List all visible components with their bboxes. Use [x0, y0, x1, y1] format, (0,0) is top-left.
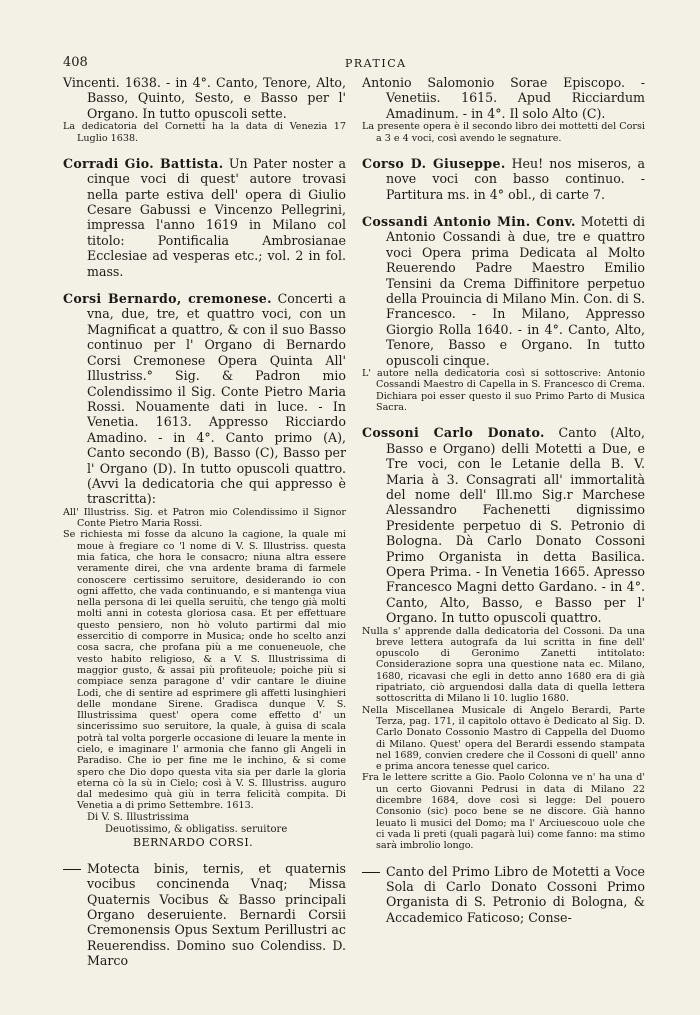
right-column	[362, 75, 645, 925]
canto-entry	[362, 864, 645, 926]
corso-entry	[362, 156, 645, 202]
corsi-entry	[63, 291, 346, 507]
cossoni-note-2: Nella Miscellanea Musicale di Angelo Berardi, Parte Terza, pag. 171, il capitolo ottavo è Dedicato al Sig. D. Carlo Donato Cossonio Mastro di Cappella del Duomo di Milano. Quest' opera del Berardi essendo stampata nel 1689, convien credere che il Cossoni di quell' anno e prima ancora tenesse quel carico.	[362, 704, 645, 773]
corradi-body: Un Pater noster a cinque voci di quest' autore trovasi nella parte estiva dell' opera di Giulio Cesare Gabussi e Vincenzo Pellegrini, impressa l'anno 1619 in Milano col titolo: Pontificalia Ambrosianae Ecclesiae ad vesperas etc.; vol. 2 in fol. mass.	[87, 155, 347, 279]
corradi-entry	[63, 156, 346, 279]
cornetti-note: La dedicatoria del Cornetti ha la data di Venezia 17 Luglio 1638.	[63, 121, 346, 144]
page-number: 408	[63, 55, 88, 70]
cossoni-entry	[362, 425, 645, 625]
motecta-body: Motecta binis, ternis, et quaternis vocibus concinenda Vnaq; Missa Quaternis Vocibus & Basso principali Organo deseruiente. Bernardi Corsii Cremonensis Opus Sextum Perillustri ac Reuerendiss. Domino suo Colendiss. D. Marco	[87, 860, 346, 969]
corsi-dedication-address: All' Illustriss. Sig. et Patron mio Colendissimo il Signor Conte Pietro Maria Rossi.	[63, 506, 346, 530]
motecta-note: La presente opera è il secondo libro dei mottetti del Corsi a 3 e 4 voci, così avendo le segnature.	[362, 121, 645, 144]
corsi-heading: Corsi Bernardo, cremonese.	[63, 291, 272, 307]
cossoni-heading: Cossoni Carlo Donato.	[362, 425, 545, 441]
canto-body: Canto del Primo Libro de Motetti a Voce Sola di Carlo Donato Cossoni Primo Organista di S. Petronio di Bologna, & Accademico Faticoso; Conse-	[386, 863, 645, 925]
cossoni-body: Canto (Alto, Basso e Organo) delli Motetti a Due, e Tre voci, con le Letanie della B. V. Maria à 3. Consagrati all' immortalità del nome dell' Ill.mo Sig.r Marchese Alessandro Fachenetti dignissimo Presidente perpetuo di S. Petronio di Bologna. Dà Carlo Donato Cossoni Primo Organista in detta Basilica. Opera Prima. - In Venetia 1665. Apresso Francesco Magni detto Gardano. - in 4°. Canto, Alto, Basso, e Basso per l' Organo. In tutto opuscoli quattro.	[386, 425, 645, 626]
corso-heading: Corso D. Giuseppe.	[362, 155, 506, 171]
motecta-continuation: Antonio Salomonio Sorae Episcopo. - Venetiis. 1615. Apud Ricciardum Amadinum. - in 4°. Il solo Alto (C).	[362, 75, 645, 121]
entry-dash	[362, 872, 380, 873]
corradi-heading: Corradi Gio. Battista.	[63, 155, 224, 171]
left-column	[63, 75, 346, 969]
cossoni-note-1: Nulla s' apprende dalla dedicatoria del Cossoni. Da una breve lettera autografa da lui scritta in fine dell' opuscolo di Geronimo Zanetti intitolato: Considerazione sopra una questione nata ec. Milano, 1680, ricavasi che egli in detto anno 1680 era di già ripatriato, ciò arguendosi dalla data di quella lettera sottoscritta di Milano li 10. luglio 1680.	[362, 625, 645, 705]
corsi-signature-line-1: Di V. S. Illustrissima	[87, 811, 189, 823]
entry-dash	[63, 869, 81, 870]
motecta-entry	[63, 861, 346, 969]
cossandi-heading: Cossandi Antonio Min. Conv.	[362, 214, 576, 230]
corsi-dedication-text: Se richiesta mi fosse da alcuno la cagione, la quale mi moue à fregiare co 'l nome di V. S. Illustriss. questa mia fatica, che hora le consacro; niuna altra essere veramente direi, che vna ardente brama di farmele conoscere certissimo seruitore, desiderando io con ogni affetto, che vada continuando, e si mantenga viua nella persona di lei quella seruitù, che tengo già molti molti anni in cotesta gloriosa casa. Et per effettuare questo pensiero, non hò voluto partirmi dal mio essercitio di comporre in Musica; onde ho scelto anzi cosa sacra, che profana più a me conueneuole, che vesto habito religioso, & a V. S. Illustrissima di maggior gusto, & assai più profiteuole; poiche più si compiace senza paragone d' vdir cantare le diuine Lodi, che di sentire ad esprimere gli affetti lusinghieri delle mondane Sirene. Gradisca dunque V. S. Illustrissima quest' opera come effetto d' un sincerissimo suo seruitore, la quale, à guisa di scala potrà tal volta porgerle occasione di leuare la mente in cielo, e imaginare l' armonia che fanno gli Angeli in Paradiso. Che io per fine me le inchino, & si come spero che Dio dopo questa vita sia per darle la gloria eterna cò la sù in Cielo; così à V. S. Illustriss. auguro dal medesimo quà giù in terra felicità compita. Di Venetia a di primo Settembre. 1613.	[63, 529, 346, 812]
running-head: PRATICA	[345, 57, 407, 70]
cossandi-body: Motetti di Antonio Cossandi à due, tre e quattro voci Opera prima Dedicata al Molto Reuerendo Padre Maestro Emilio Tensini da Crema Diffinitore perpetuo della Prouincia di Milano Min. Con. di S. Francesco. - In Milano, Appresso Giorgio Rolla 1640. - in 4°. Canto, Alto, Tenore, Basso e Organo. In tutto opuscoli cinque.	[386, 214, 645, 368]
cossandi-entry	[362, 214, 645, 368]
cornetti-continuation: Vincenti. 1638. - in 4°. Canto, Tenore, Alto, Basso, Quinto, Sesto, e Basso per l' Organo. In tutto opuscoli sette.	[63, 75, 346, 121]
corsi-body: Concerti a vna, due, tre, et quattro voci, con un Magnificat a quattro, & con il suo Basso continuo per l' Organo di Bernardo Corsi Cremonese Opera Quinta All' Illustriss.° Sig. & Padron mio Colendissimo il Sig. Conte Pietro Maria Rossi. Nouamente dati in luce. - In Venetia. 1613. Appresso Ricciardo Amadino. - in 4°. Canto primo (A), Canto secondo (B), Basso (C), Basso per l' Organo (D). In tutto opuscoli quattro. (Avvi la dedicatoria che qui appresso è trascritta):	[87, 291, 346, 507]
corsi-signature-name: BERNARDO CORSI.	[133, 835, 254, 849]
cossoni-note-3: Fra le lettere scritte a Gio. Paolo Colonna ve n' ha una d' un certo Giovanni Pedrusi in data di Milano 22 dicembre 1684, dove così si legge: Del pouero Consonio (sic) poco bene se ne discore. Già hanno leuato li musici del Domo; ma l' Arciuescouo uole che ci vada li preti (quali pagarà lui) come fanno: ma stimo sarà imbrolio longo.	[362, 772, 645, 852]
corso-body: Heu! nos miseros, a nove voci con basso continuo. - Partitura ms. in 4° obl., di carte 7.	[386, 155, 645, 202]
cossandi-note: L' autore nella dedicatoria così si sottoscrive: Antonio Cossandi Maestro di Capella in S. Francesco di Crema. Dichiara poi esser questo il suo Primo Parto di Musica Sacra.	[362, 368, 645, 413]
corsi-signature-line-2: Deuotissimo, & obligatiss. seruitore	[105, 823, 288, 835]
